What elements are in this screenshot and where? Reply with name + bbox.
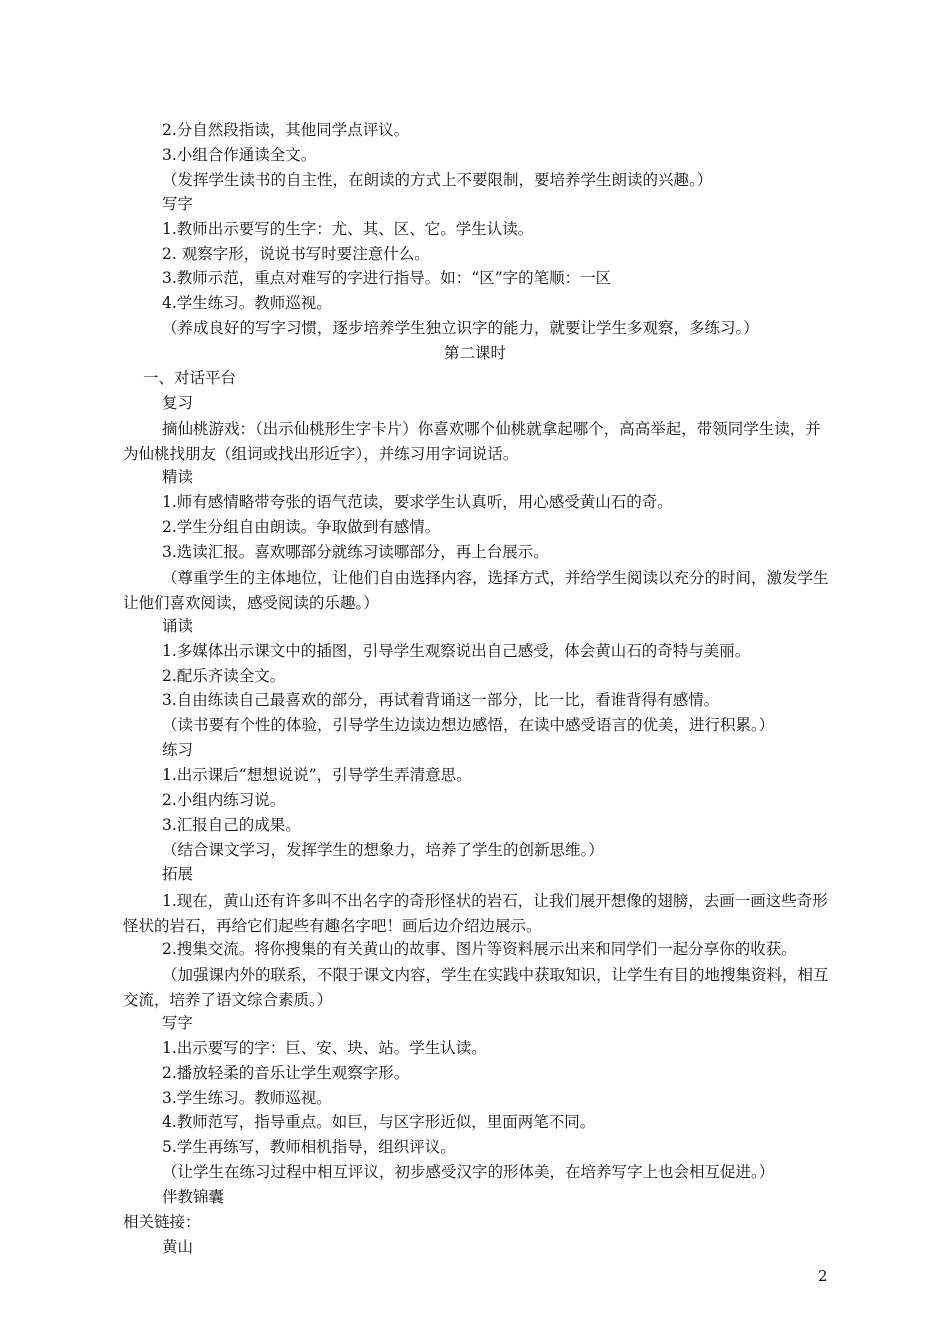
section-heading: 黄山 [162, 1238, 194, 1256]
section-heading: 精读 [162, 468, 194, 486]
section-heading: 复习 [162, 394, 194, 412]
text-line: 2.小组内练习说。 [162, 791, 286, 809]
section-heading: 诵读 [162, 617, 194, 635]
section-heading: 伴教锦囊 [162, 1188, 225, 1206]
section-heading: 写字 [162, 1014, 194, 1032]
text-line: 3.教师示范，重点对难写的字进行指导。如：“区”字的笔顺：一区 [162, 269, 612, 287]
text-line: 3.小组合作通读全文。 [162, 146, 317, 164]
text-line: 4.学生练习。教师巡视。 [162, 294, 332, 312]
text-line: （读书要有个性的体验，引导学生边读边想边感悟，在读中感受语言的优美，进行积累。） [162, 716, 775, 734]
text-line: 1.出示课后“想想说说”，引导学生弄清意思。 [162, 766, 472, 784]
text-line: 3.自由练读自己最喜欢的部分，再试着背诵这一部分，比一比，看谁背得有感情。 [162, 691, 720, 709]
text-line: 2.分自然段指读，其他同学点评议。 [162, 121, 410, 139]
paragraph: 摘仙桃游戏：（出示仙桃形生字卡片）你喜欢哪个仙桃就拿起哪个，高高举起，带领同学生读，并为仙桃找朋友（组词或找出形近字），并练习用字词说话。 [123, 420, 821, 463]
text-line: （发挥学生读书的自主性，在朗读的方式上不要限制，要培养学生朗读的兴趣。） [162, 171, 713, 189]
section-heading: 一、对话平台 [143, 369, 237, 387]
text-line: 1.师有感情略带夸张的语气范读，要求学生认真听，用心感受黄山石的奇。 [162, 493, 673, 511]
text-line: 3.汇报自己的成果。 [162, 816, 301, 834]
text-line: 3.学生练习。教师巡视。 [162, 1089, 332, 1107]
section-heading: 写字 [162, 195, 194, 213]
page-number: 2 [818, 1267, 828, 1285]
text-line: 2. 观察字形，说说书写时要注意什么。 [162, 245, 430, 263]
text-line: 1.教师出示要写的生字：尤、其、区、它。学生认读。 [162, 220, 534, 238]
text-line: （让学生在练习过程中相互评议，初步感受汉字的形体美，在培养写字上也会相互促进。） [162, 1163, 775, 1181]
section-heading: 相关链接： [123, 1213, 201, 1231]
section-heading: 拓展 [162, 865, 194, 883]
text-line: 2.播放轻柔的音乐让学生观察字形。 [162, 1064, 410, 1082]
text-line: 2.学生分组自由朗读。争取做到有感情。 [162, 518, 441, 536]
paragraph: （加强课内外的联系，不限于课文内容，学生在实践中获取知识，让学生有目的地搜集资料，相互交流，培养了语文综合素质。） [123, 966, 829, 1009]
text-line: 5.学生再练写，教师相机指导，组织评议。 [162, 1138, 456, 1156]
lesson-title: 第二课时 [443, 344, 506, 362]
text-line: 1.出示要写的字：巨、安、块、站。学生认读。 [162, 1039, 487, 1057]
text-line: （养成良好的写字习惯，逐步培养学生独立识字的能力，就要让学生多观察，多练习。） [162, 319, 759, 337]
paragraph: 1.现在，黄山还有许多叫不出名字的奇形怪状的岩石，让我们展开想像的翅膀，去画一画这些奇形怪状的岩石，再给它们起些有趣名字吧！画后边介绍边展示。 [123, 892, 828, 935]
section-heading: 练习 [162, 741, 194, 759]
text-line: 1.多媒体出示课文中的插图，引导学生观察说出自己感受，体会黄山石的奇特与美丽。 [162, 642, 751, 660]
text-line: 4.教师范写，指导重点。如巨，与区字形近似，里面两笔不同。 [162, 1113, 596, 1131]
text-line: 2.配乐齐读全文。 [162, 667, 286, 685]
text-line: 2.搜集交流。将你搜集的有关黄山的故事、图片等资料展示出来和同学们一起分享你的收获。 [162, 940, 797, 958]
text-line: （结合课文学习，发挥学生的想象力，培养了学生的创新思维。） [162, 841, 604, 859]
paragraph: （尊重学生的主体地位，让他们自由选择内容，选择方式，并给学生阅读以充分的时间，激发学生让他们喜欢阅读，感受阅读的乐趣。） [123, 569, 829, 612]
text-line: 3.选读汇报。喜欢哪部分就练习读哪部分，再上台展示。 [162, 543, 549, 561]
